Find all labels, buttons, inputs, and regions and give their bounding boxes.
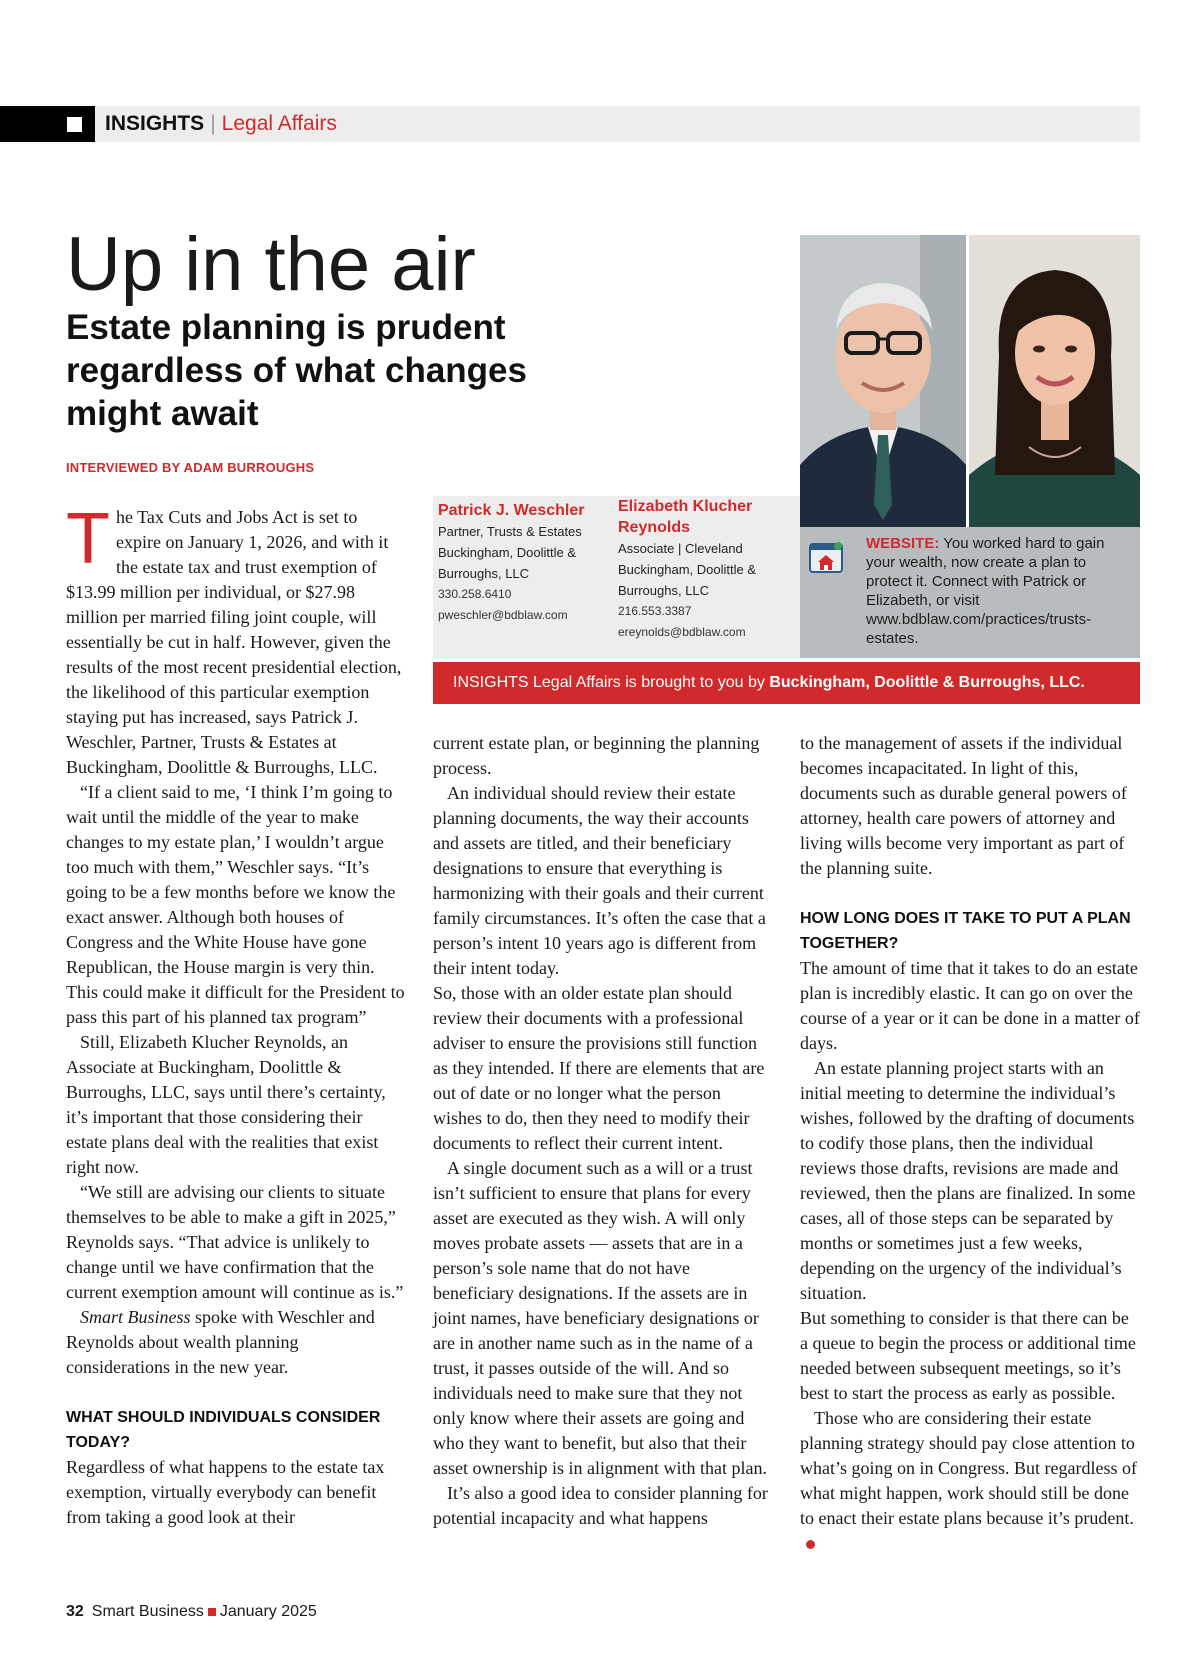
paragraph: But something to consider is that there can be a queue to begin the process or additional time needed between subsequent meetings, so it’s best to start the process as early as possible. — [800, 1308, 1136, 1403]
paragraph: current estate plan, or beginning the planning process. — [433, 733, 760, 778]
contact-firm: Buckingham, Doolittle & Burroughs, LLC — [438, 545, 577, 581]
contact-phone: 216.553.3387 — [618, 604, 692, 618]
paragraph: An individual should review their estate planning documents, the way their accounts and assets are titled, and their beneficiary designations to ensure that everything is harmonizing with their goals and their current family circumstances. It’s often the case that a person’s intent 10 years ago is different from their intent today. — [433, 783, 766, 978]
paragraph: to the management of assets if the individual becomes incapacitated. In light of this, documents such as durable general powers of attorney, health care powers of attorney and living wills become very important as part of the planning suite. — [800, 733, 1127, 878]
photo-elizabeth-reynolds — [969, 235, 1140, 527]
square-icon — [67, 117, 82, 132]
paragraph-final — [800, 1406, 1140, 1556]
dropcap: T — [66, 499, 110, 579]
end-mark-icon — [806, 1540, 815, 1549]
paragraph: “If a client said to me, ‘I think I’m going to wait until the middle of the year to make changes to my estate plan,’ I wouldn’t argue too much with them,” Weschler says. “It’s going to be a few months before we know the exact answer. Although both houses of Congress and the White House have gone Republican, the House margin is very thin. This could make it difficult for the President to pass this part of his planned tax program” — [66, 782, 405, 1027]
headline: Up in the air — [66, 222, 476, 307]
sponsor-prefix: INSIGHTS Legal Affairs is brought to you by — [453, 674, 765, 691]
paragraph-text: Those who are considering their estate planning strategy should pay close attention to what’s going on in Congress. But regardless of what might happen, work should still be done to enact their estate plans because it’s prudent. — [800, 1408, 1137, 1528]
contact-title: Associate | Cleveland — [618, 541, 743, 556]
contact-title: Partner, Trusts & Estates — [438, 524, 582, 539]
paragraph: A single document such as a will or a trust isn’t sufficient to ensure that plans for every asset are executed as they wish. A will only moves probate assets — assets that are in a person’s sole name that do not have beneficiary designations. If the assets are in joint names, have beneficiary designations or are in another name such as in the name of a trust, it passes outside of the will. And so individuals need to make sure that they not only know where their assets are going and who they want to benefit, but also that their asset ownership is in alignment with that plan. — [433, 1158, 767, 1478]
byline: INTERVIEWED BY ADAM BURROUGHS — [66, 460, 315, 475]
paragraph: The amount of time that it takes to do an estate plan is incredibly elastic. It can go on over the course of a year or it can be done in a matter of days. — [800, 958, 1140, 1053]
photo-patrick-weschler — [800, 235, 966, 527]
contact-phone: 330.258.6410 — [438, 587, 512, 601]
website-label: WEBSITE: — [866, 535, 940, 552]
contact-patrick — [438, 500, 608, 626]
subheading: WHAT SHOULD INDIVIDUALS CONSIDER TODAY? — [66, 1409, 381, 1451]
paragraph: he Tax Cuts and Jobs Act is set to expire on January 1, 2026, and with it the estate tax and trust exemption of $13.99 million per individual, or $27.98 million per married filing joint couple, will essentially be cut in half. However, given the results of the most recent presidential election, the likelihood of this particular exemption staying put has increased, says Patrick J. Weschler, Partner, Trusts & Estates at Buckingham, Doolittle & Burroughs, LLC. — [66, 507, 402, 777]
publication: Smart Business — [91, 1603, 204, 1620]
sponsor-name: Buckingham, Doolittle & Burroughs, LLC. — [769, 674, 1085, 691]
contact-name: Patrick J. Weschler — [438, 502, 585, 519]
website-icon — [808, 540, 844, 576]
footer-square-icon — [208, 1608, 216, 1616]
paragraph: It’s also a good idea to consider planning for potential incapacity and what happens — [433, 1483, 768, 1528]
section-title: INSIGHTS — [105, 112, 205, 135]
article-column-3 — [800, 731, 1140, 1556]
section-label: INSIGHTS | Legal Affairs — [105, 112, 337, 135]
website-text — [866, 534, 1134, 648]
website-body[interactable]: You worked hard to gain your wealth, now create a plan to protect it. Connect with Patrick or Elizabeth, or visit www.bdblaw.com/practices/trusts-estates. — [866, 535, 1105, 647]
subheading: HOW LONG DOES IT TAKE TO PUT A PLAN TOGETHER? — [800, 910, 1131, 952]
contact-firm: Buckingham, Doolittle & Burroughs, LLC — [618, 562, 757, 598]
paragraph: An estate planning project starts with an initial meeting to determine the individual’s wishes, followed by the drafting of documents to codify those plans, then the individual reviews those drafts, revisions are made and reviewed, then the plans are finalized. In some cases, all of those steps can be separated by months or sometimes just a few weeks, depending on the urgency of the individual’s situation. — [800, 1058, 1136, 1303]
paragraph: So, those with an older estate plan should review their documents with a professional adviser to ensure the provisions still function as they intended. If there are elements that are out of date or no longer what the person wishes to do, then they need to modify their documents to reflect their current intent. — [433, 983, 765, 1153]
paragraph: Still, Elizabeth Klucher Reynolds, an Associate at Buckingham, Doolittle & Burroughs, LLC, says until there’s certainty, it’s important that those considering their estate plans deal with the realities that exist right now. — [66, 1032, 386, 1177]
paragraph: Regardless of what happens to the estate tax exemption, virtually everybody can benefit from taking a good look at their — [66, 1457, 385, 1527]
subhead: Estate planning is prudent regardless of what changes might await — [66, 308, 527, 433]
paragraph-rest: spoke with Weschler and Reynolds about wealth planning considerations in the new year. — [66, 1307, 375, 1377]
contact-name: Elizabeth Klucher Reynolds — [618, 498, 753, 536]
paragraph-smart-business — [66, 1305, 406, 1380]
issue-date: January 2025 — [219, 1603, 317, 1620]
page-footer — [66, 1603, 317, 1621]
article-column-2 — [433, 731, 771, 1531]
page-number: 32 — [66, 1603, 84, 1620]
publication-name: Smart Business — [80, 1307, 191, 1327]
contact-email[interactable]: pweschler@bdblaw.com — [438, 608, 568, 622]
contact-elizabeth — [618, 496, 796, 643]
article-column-1 — [66, 499, 406, 1530]
section-header-bar — [0, 106, 1140, 142]
section-subtitle: Legal Affairs — [221, 112, 337, 135]
contact-email[interactable]: ereynolds@bdblaw.com — [618, 625, 746, 639]
sponsor-bar — [433, 662, 1140, 704]
paragraph: “We still are advising our clients to situate themselves to be able to make a gift in 2025,” Reynolds says. “That advice is unlikely to change until we have confirmation that the current exemption amount will continue as is.” — [66, 1182, 404, 1302]
